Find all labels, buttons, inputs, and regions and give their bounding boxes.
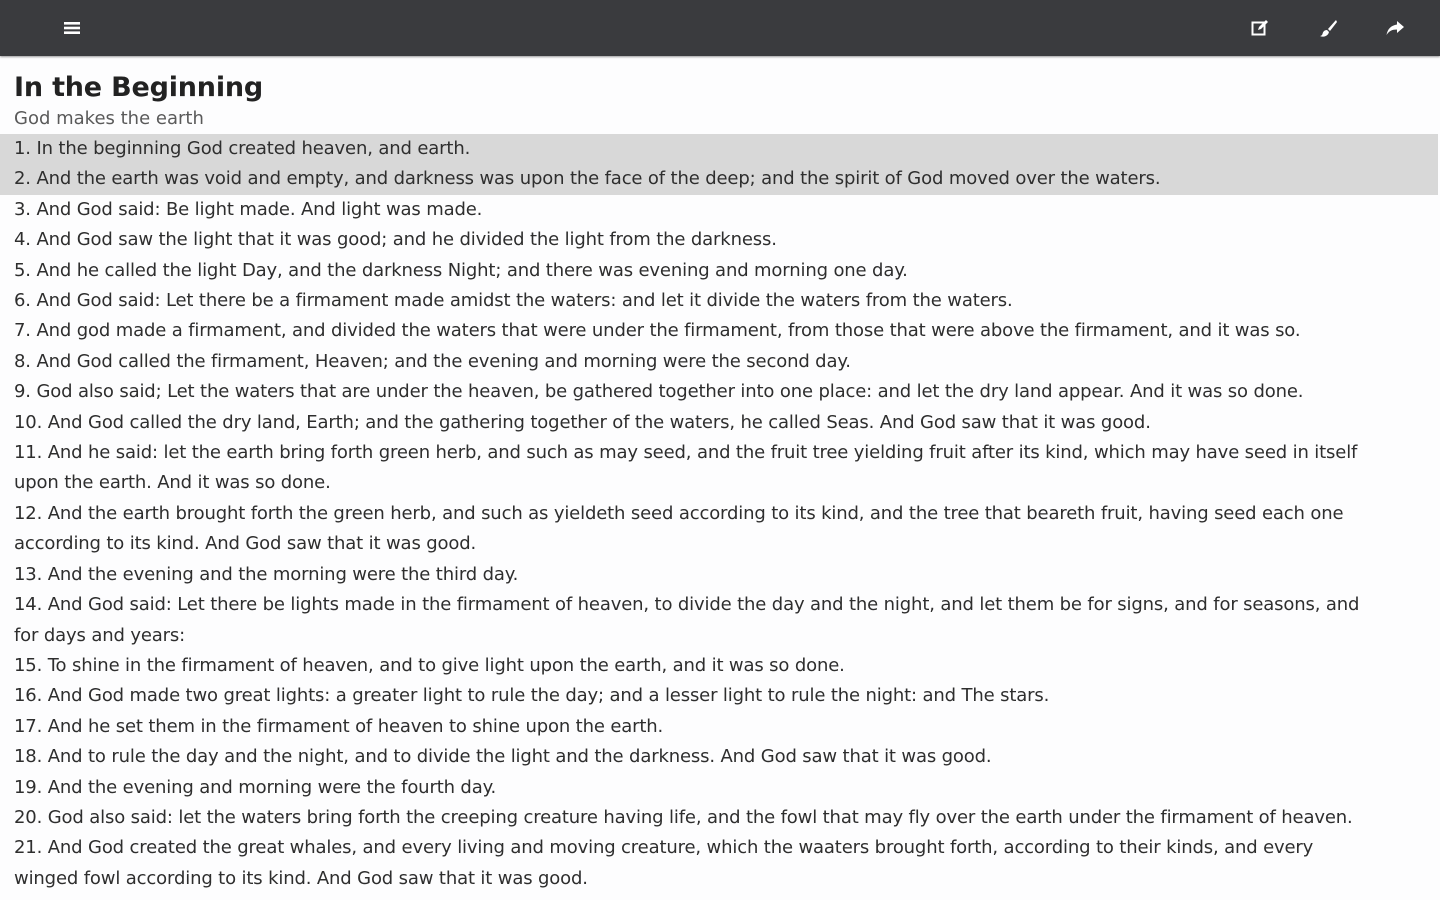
verse-item[interactable]: 18. And to rule the day and the night, and to divide the light and the darkness. And God saw that it was good. bbox=[14, 746, 992, 768]
verse-item[interactable]: 6. And God said: Let there be a firmament made amidst the waters: and let it divide the waters from the waters. bbox=[14, 290, 1013, 312]
verse-list bbox=[0, 134, 1440, 894]
verse-item[interactable]: 10. And God called the dry land, Earth; and the gathering together of the waters, he called Seas. And God saw that it was good. bbox=[14, 411, 1151, 433]
verse-item[interactable]: 4. And God saw the light that it was good; and he divided the light from the darkness. bbox=[14, 229, 777, 251]
reader-content bbox=[0, 56, 1440, 894]
verse-item[interactable]: 1. In the beginning God created heaven, and earth. bbox=[0, 134, 1438, 164]
verse-item[interactable]: 7. And god made a firmament, and divided the waters that were under the firmament, from those that were above the firmament, and it was so. bbox=[14, 320, 1301, 342]
verse-item[interactable]: 14. And God said: Let there be lights made in the firmament of heaven, to divide the day and the night, and let them be for signs, and for seasons, and for days and years: bbox=[14, 594, 1360, 646]
verse-item[interactable]: 17. And he set them in the firmament of heaven to shine upon the earth. bbox=[14, 715, 664, 737]
verse-item[interactable]: 16. And God made two great lights: a greater light to rule the day; and a lesser light to rule the night: and The stars. bbox=[14, 685, 1050, 707]
verse-item[interactable]: 2. And the earth was void and empty, and darkness was upon the face of the deep; and the spirit of God moved over the waters. bbox=[0, 164, 1438, 194]
chapter-title: In the Beginning bbox=[14, 72, 264, 103]
hamburger-menu-icon bbox=[63, 20, 81, 36]
verse-item[interactable]: 21. And God created the great whales, and every living and moving creature, which the waaters brought forth, according to their kinds, and every winged fowl according to its kind. And God saw that it was good. bbox=[14, 837, 1314, 889]
menu-button[interactable] bbox=[52, 8, 92, 48]
share-button[interactable] bbox=[1375, 8, 1415, 48]
verse-item[interactable]: 15. To shine in the firmament of heaven, and to give light upon the earth, and it was so done. bbox=[14, 654, 845, 676]
edit-note-button[interactable] bbox=[1240, 8, 1280, 48]
verse-item[interactable]: 8. And God called the firmament, Heaven; and the evening and morning were the second day. bbox=[14, 350, 851, 372]
verse-item[interactable]: 19. And the evening and morning were the fourth day. bbox=[14, 776, 497, 798]
chapter-subtitle: God makes the earth bbox=[14, 108, 204, 129]
brush-icon bbox=[1318, 18, 1338, 38]
verse-item[interactable]: 5. And he called the light Day, and the darkness Night; and there was evening and morning one day. bbox=[14, 259, 908, 281]
verse-item[interactable]: 9. God also said; Let the waters that are under the heaven, be gathered together into one place: and let the dry land appear. And it was so done. bbox=[14, 381, 1304, 403]
verse-item[interactable]: 13. And the evening and the morning were the third day. bbox=[14, 563, 519, 585]
verse-item[interactable]: 12. And the earth brought forth the green herb, and such as yieldeth seed according to its kind, and the tree that beareth fruit, having seed each one according to its kind. And God saw that it was good. bbox=[14, 502, 1344, 555]
verse-item[interactable]: 11. And he said: let the earth bring forth green herb, and such as may seed, and the fruit tree yielding fruit after its kind, which may have seed in itself upon the earth. And it was so done. bbox=[14, 442, 1358, 494]
top-app-bar bbox=[0, 0, 1440, 56]
edit-note-icon bbox=[1250, 18, 1270, 38]
verse-item[interactable]: 3. And God said: Be light made. And light was made. bbox=[14, 198, 483, 220]
verse-item[interactable]: 20. God also said: let the waters bring forth the creeping creature having life, and the fowl that may fly over the earth under the firmament of heaven. bbox=[14, 806, 1353, 828]
brush-button[interactable] bbox=[1308, 8, 1348, 48]
share-forward-icon bbox=[1385, 19, 1405, 37]
